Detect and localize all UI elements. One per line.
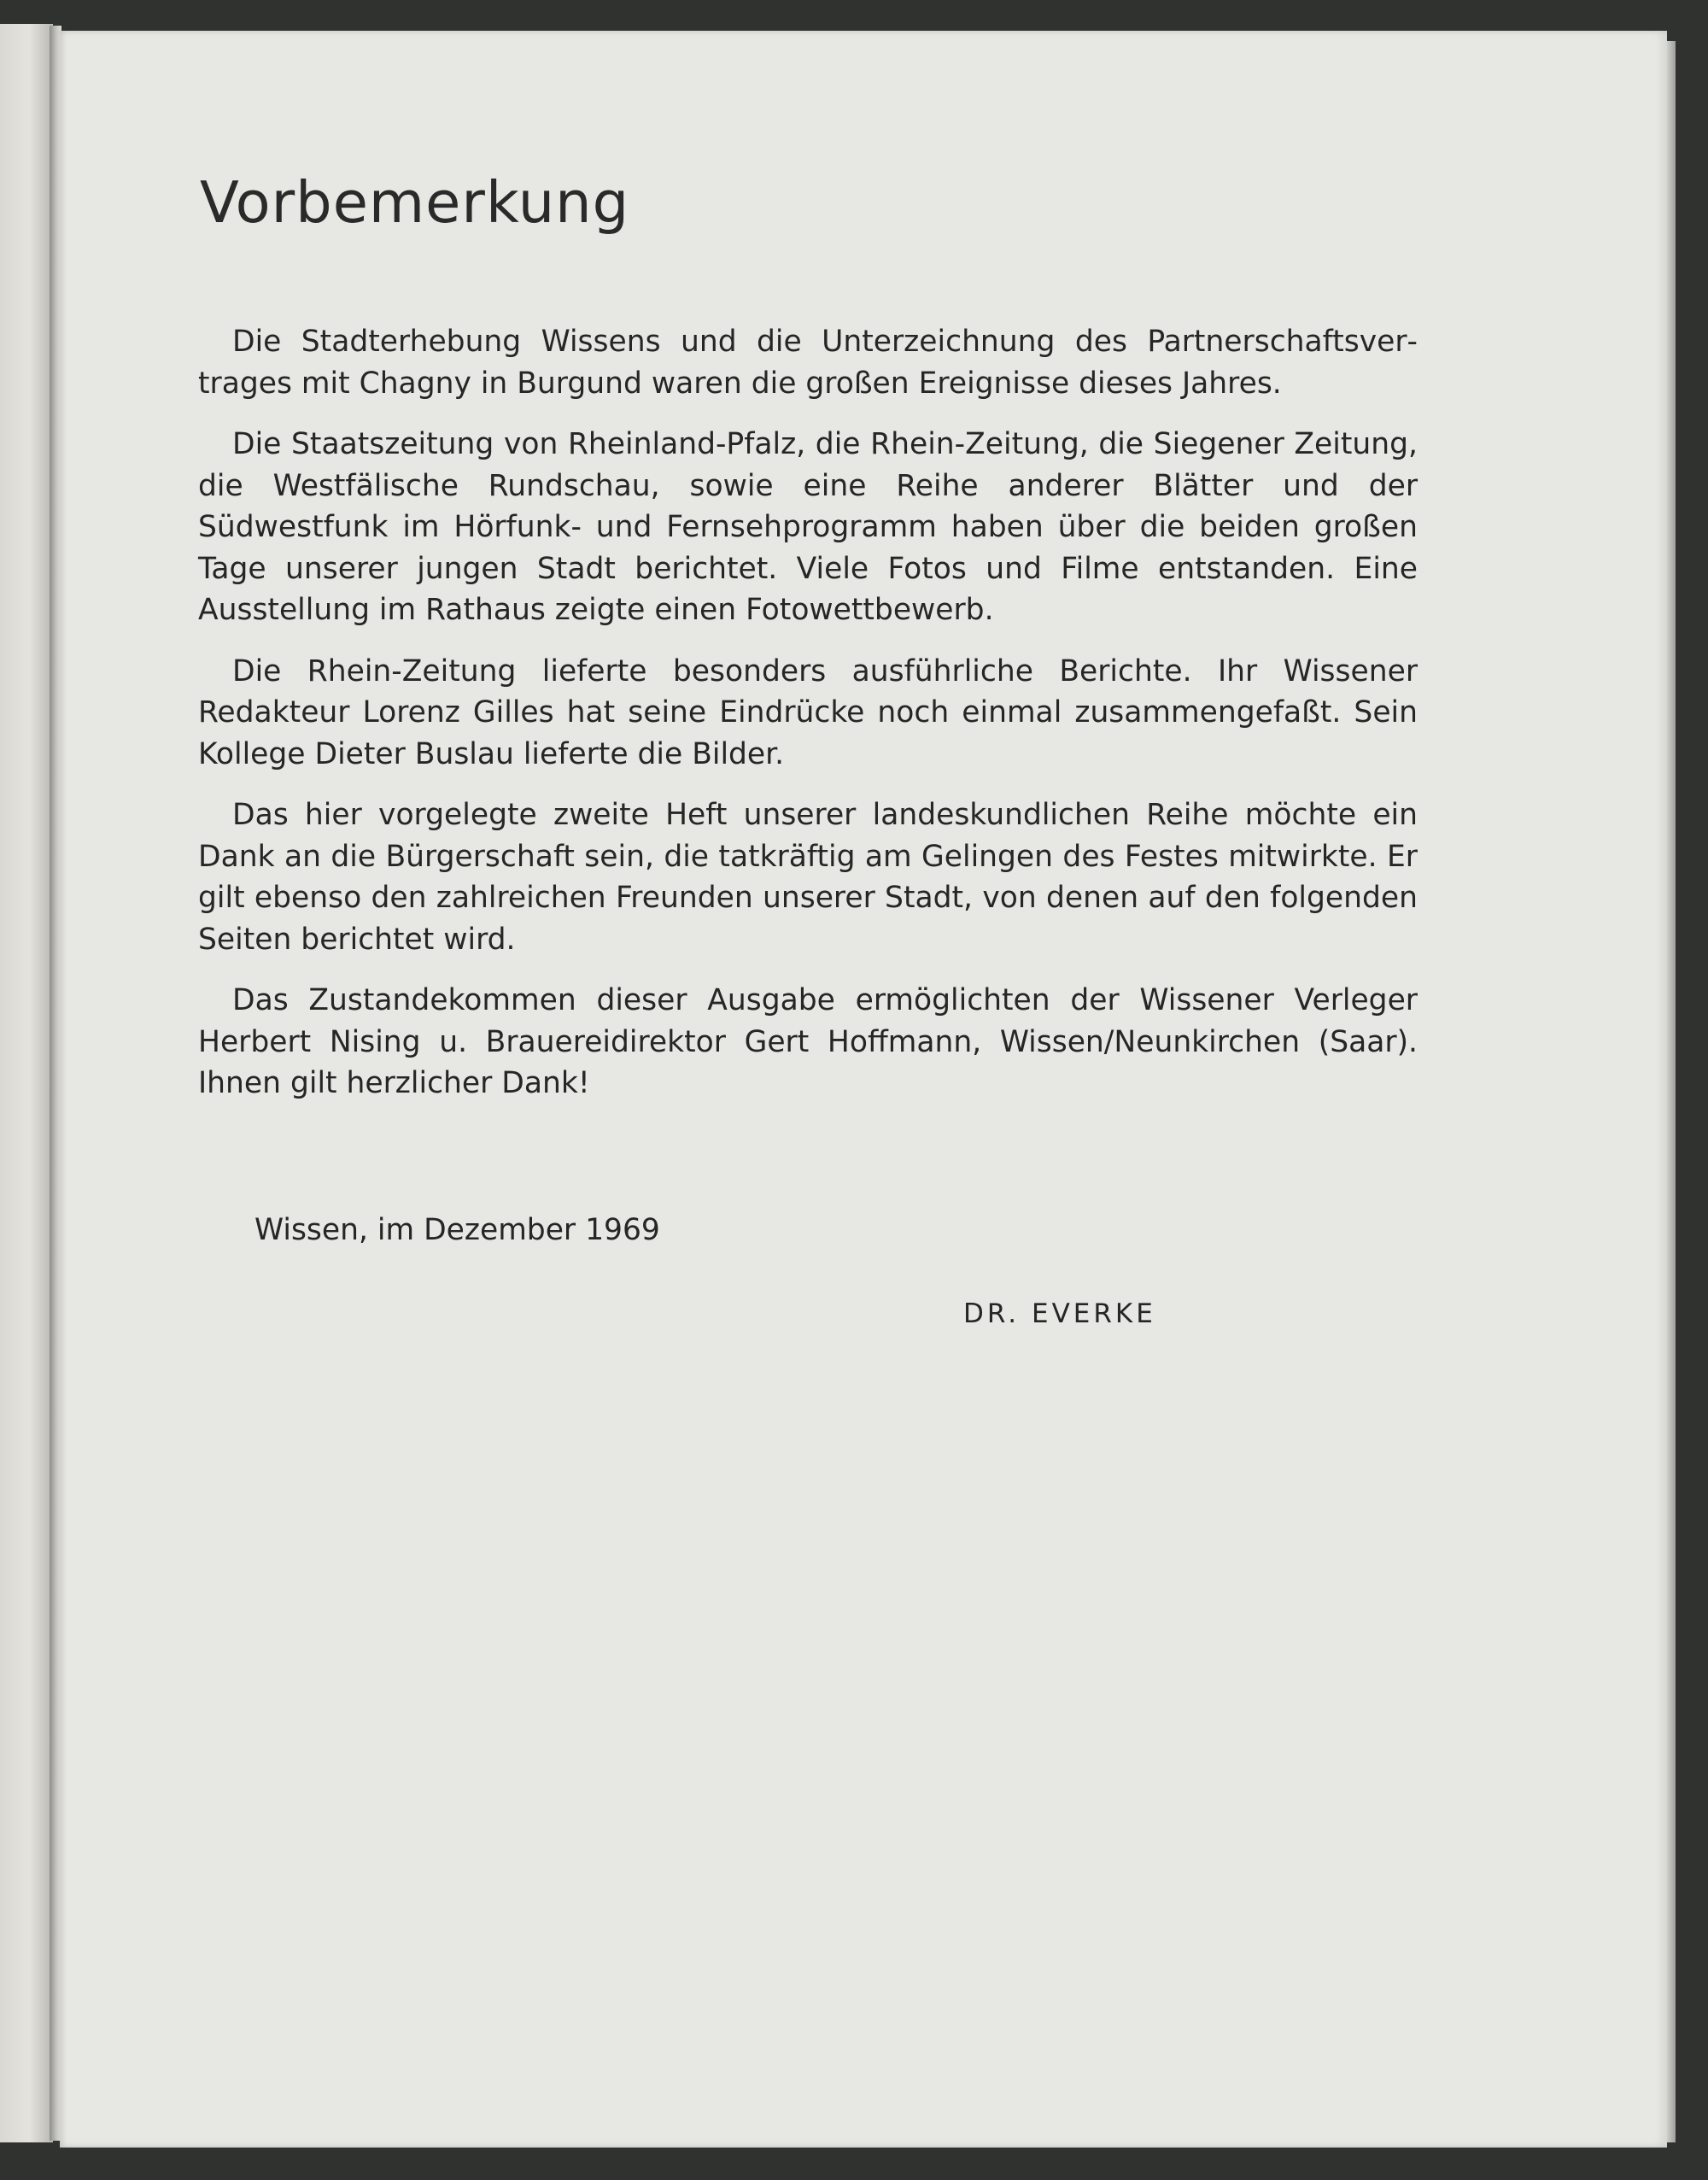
body-text <box>198 321 1418 1124</box>
paragraph-4: Das hier vorgelegte zweite Heft unserer landeskundlichen Reihe möchte ein Dank an die Bürgerschaft sein, die tatkräftig am Gelingen des Festes mitwirkte. Er gilt ebenso den zahlreichen Freunden unserer Stadt, von denen auf den folgenden Seiten berichtet wird. <box>198 798 1418 957</box>
page-title: Vorbemerkung <box>200 169 630 236</box>
paragraph-3: Die Rhein-Zeitung lieferte besonders ausführliche Berichte. Ihr Wissener Redakteur Lorenz Gilles hat seine Eindrücke noch einmal zusammengefaßt. Sein Kollege Dieter Buslau lieferte die Bilder. <box>198 653 1418 771</box>
right-page-edge <box>1667 41 1676 2142</box>
paragraph-1: Die Stadterhebung Wissens und die Unterzeichnung des Partnerschaftsvertrages mit Chagny in Burgund waren die großen Ereignisse dieses Jahres. <box>198 325 1418 401</box>
paragraph-2: Die Staatszeitung von Rheinland-Pfalz, die Rhein-Zeitung, die Siegener Zeitung, die Westfälische Rundschau, sowie eine Reihe anderer Blätter und der Südwestfunk im Hörfunk- und Fernsehprogramm haben über die beiden großen Tage unserer jungen Stadt berichtet. Viele Fotos und Filme entstanden. Eine Ausstellung im Rathaus zeigte einen Fotowettbewerb. <box>198 427 1418 627</box>
left-page-edge <box>0 24 53 2142</box>
author-signature: DR. EVERKE <box>963 1298 1156 1329</box>
place-date-line: Wissen, im Dezember 1969 <box>254 1213 660 1247</box>
paragraph-5: Das Zustandekommen dieser Ausgabe ermöglichten der Wissener Verleger Herbert Nising u. Brauereidirektor Gert Hoffmann, Wissen/Neunkirchen (Saar). Ihnen gilt herzlicher Dank! <box>198 983 1418 1100</box>
